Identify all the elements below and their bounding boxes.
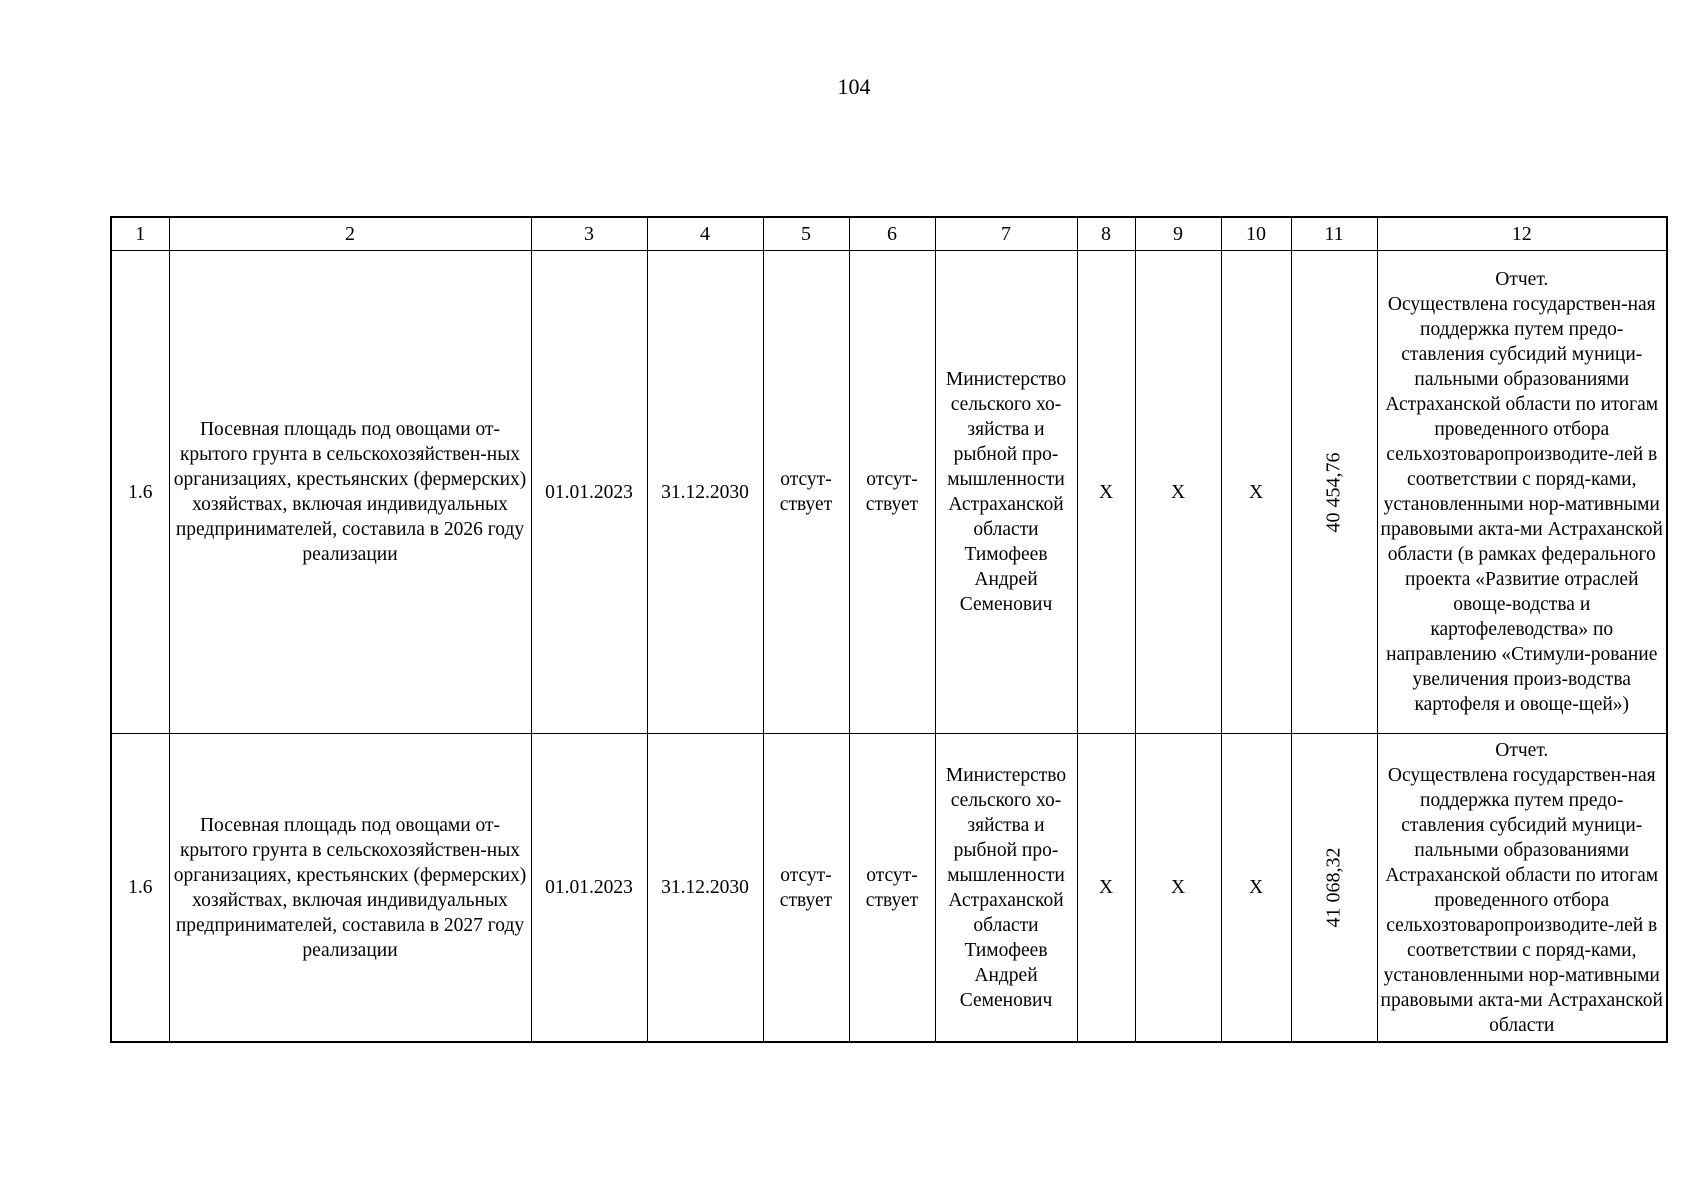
report-note-body: Осуществлена государствен-ная поддержка путем предо-ставления субсидий муници-пальными образованиями Астраханской области по итогам проведенного отбора сельхозтоваропроизводите-лей в соответствии с поряд-ками, установленными нор-мативными правовыми акта-ми Астраханской области — [1380, 764, 1663, 1036]
indicator-description: Посевная площадь под овощами от-крытого грунта в сельскохозяйствен-ных организациях, крестьянских (фермерских) хозяйствах, включая индивидуальных предпринимателей, составила в 2026 году реализации — [169, 251, 531, 734]
responsible-executor: Министерство сельского хо-зяйства и рыбной про-мышленности Астраханской области Тимофеев Андрей Семенович — [935, 251, 1077, 734]
column-header-1: 1 — [111, 217, 169, 251]
amount-cell — [1291, 734, 1377, 1043]
column-header-8: 8 — [1077, 217, 1135, 251]
column-header-5: 5 — [763, 217, 849, 251]
report-note — [1377, 251, 1667, 734]
column-header-12: 12 — [1377, 217, 1667, 251]
column-10-value: Х — [1221, 251, 1291, 734]
column-6-value: отсут-ствует — [849, 251, 935, 734]
column-header-3: 3 — [531, 217, 647, 251]
column-header-7: 7 — [935, 217, 1077, 251]
report-table — [110, 216, 1668, 1043]
amount-cell — [1291, 251, 1377, 734]
table-row — [111, 734, 1667, 1043]
amount-value: 40 454,76 — [1322, 452, 1345, 532]
column-9-value: Х — [1135, 734, 1221, 1043]
column-header-10: 10 — [1221, 217, 1291, 251]
column-5-value: отсут-ствует — [763, 251, 849, 734]
column-6-value: отсут-ствует — [849, 734, 935, 1043]
start-date: 01.01.2023 — [531, 251, 647, 734]
column-9-value: Х — [1135, 251, 1221, 734]
page-number: 104 — [837, 74, 871, 99]
column-header-11: 11 — [1291, 217, 1377, 251]
report-note-body: Осуществлена государствен-ная поддержка путем предо-ставления субсидий муници-пальными образованиями Астраханской области по итогам проведенного отбора сельхозтоваропроизводите-лей в соответствии с поряд-ками, установленными нор-мативными правовыми акта-ми Астраханской области (в рамках федерального проекта «Развитие отраслей овоще-водства и картофелеводства» по направлению «Стимули-рование увеличения произ-водства картофеля и овоще-щей») — [1380, 294, 1663, 715]
responsible-executor: Министерство сельского хо-зяйства и рыбной про-мышленности Астраханской области Тимофеев Андрей Семенович — [935, 734, 1077, 1043]
end-date: 31.12.2030 — [647, 251, 763, 734]
end-date: 31.12.2030 — [647, 734, 763, 1043]
column-header-2: 2 — [169, 217, 531, 251]
header-row — [111, 217, 1667, 251]
column-10-value: Х — [1221, 734, 1291, 1043]
column-8-value: Х — [1077, 734, 1135, 1043]
column-5-value: отсут-ствует — [763, 734, 849, 1043]
column-8-value: Х — [1077, 251, 1135, 734]
report-note — [1377, 734, 1667, 1043]
row-number: 1.6 — [111, 251, 169, 734]
report-note-title: Отчет. — [1495, 739, 1549, 761]
table-row — [111, 251, 1667, 734]
column-header-4: 4 — [647, 217, 763, 251]
start-date: 01.01.2023 — [531, 734, 647, 1043]
report-note-title: Отчет. — [1495, 269, 1549, 290]
column-header-9: 9 — [1135, 217, 1221, 251]
indicator-description: Посевная площадь под овощами от-крытого грунта в сельскохозяйствен-ных организациях, крестьянских (фермерских) хозяйствах, включая индивидуальных предпринимателей, составила в 2027 году реализации — [169, 734, 531, 1043]
column-header-6: 6 — [849, 217, 935, 251]
row-number: 1.6 — [111, 734, 169, 1043]
amount-value: 41 068,32 — [1322, 847, 1345, 928]
